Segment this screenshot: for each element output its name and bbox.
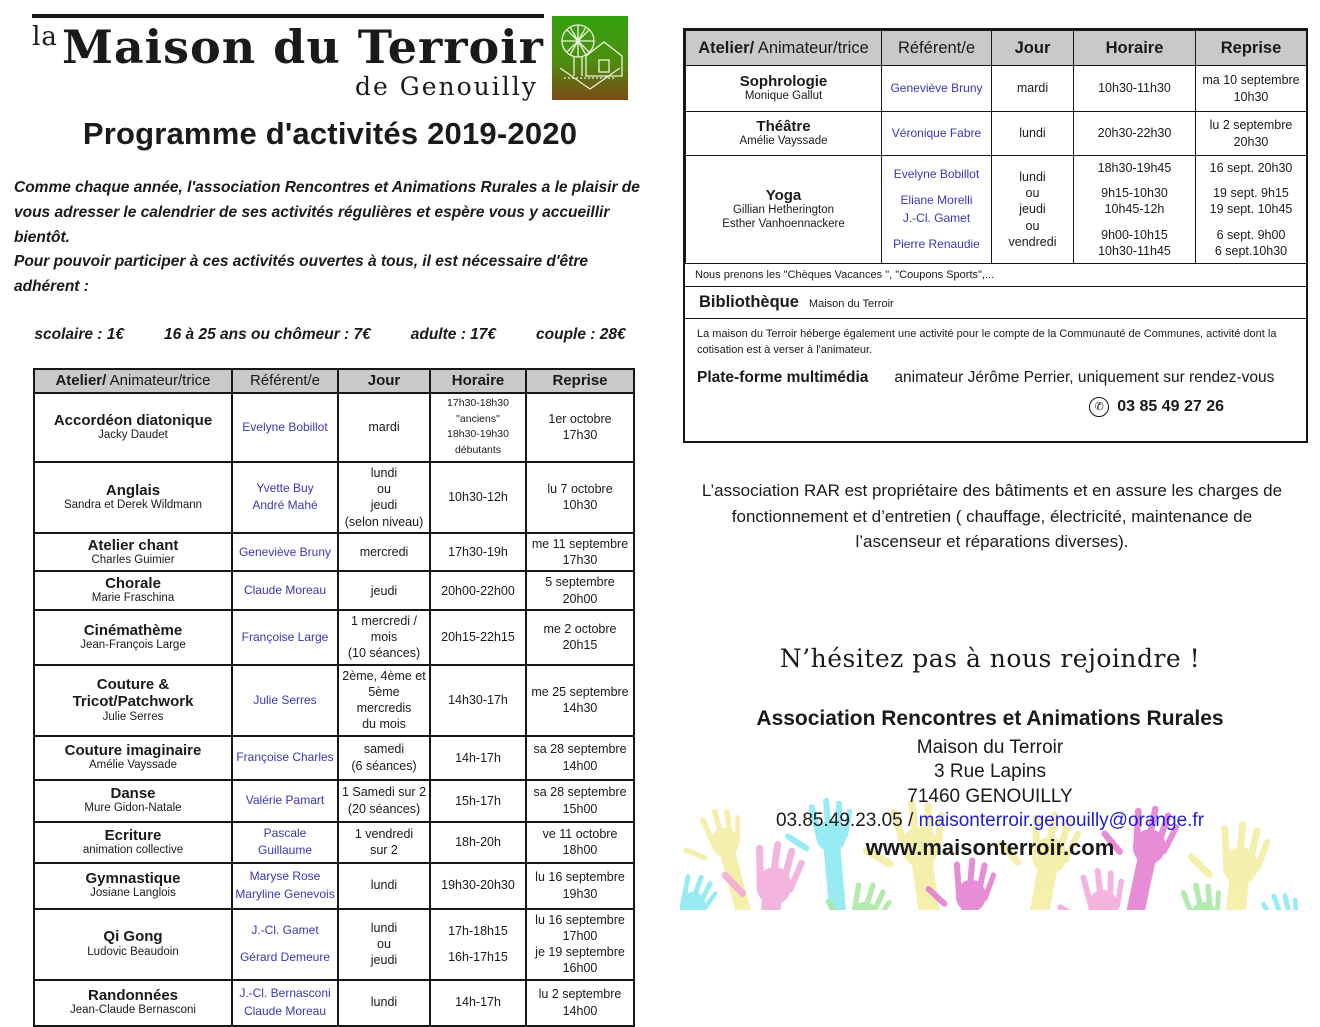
cell-reprise bbox=[526, 863, 634, 909]
cell-horaire bbox=[430, 780, 526, 822]
cell-line: lundi bbox=[341, 994, 427, 1010]
cell-horaire bbox=[430, 665, 526, 736]
cell-referent bbox=[232, 393, 338, 462]
activities-table-right bbox=[685, 30, 1307, 264]
cell-line: Couture & bbox=[37, 676, 229, 693]
cell-activity bbox=[34, 571, 232, 610]
cell-reprise bbox=[526, 610, 634, 665]
cell-reprise bbox=[526, 909, 634, 980]
cell-line: mardi bbox=[994, 80, 1071, 96]
cell-line: lundi bbox=[341, 877, 427, 893]
cell-activity bbox=[34, 665, 232, 736]
cell-horaire bbox=[1074, 66, 1196, 112]
cell-referent bbox=[232, 571, 338, 610]
cell-line: ve 11 octobre bbox=[529, 826, 631, 842]
contact-phone-email: 03.85.49.23.05 / maisonterroir.genouilly@orange.fr bbox=[660, 809, 1320, 833]
cell-line: Charles Guimier bbox=[37, 554, 229, 568]
cell-referent bbox=[882, 66, 992, 112]
left-page bbox=[0, 0, 660, 933]
cell-line: mardi bbox=[341, 419, 427, 435]
header-jour: Jour bbox=[992, 31, 1074, 66]
cell-reprise bbox=[526, 780, 634, 822]
cell-reprise bbox=[1196, 112, 1307, 156]
cell-line: mercredi bbox=[341, 544, 427, 560]
cell-line: 18h30-19h30 débutants bbox=[433, 427, 523, 459]
cell-line: Randonnées bbox=[37, 987, 229, 1004]
bibliotheque-title: Bibliothèque bbox=[699, 293, 799, 312]
cell-line: 10h30 bbox=[529, 497, 631, 513]
cell-referent bbox=[232, 822, 338, 863]
cell-line: 10h30-12h bbox=[433, 489, 523, 505]
cell-activity bbox=[34, 863, 232, 909]
cell-reprise bbox=[526, 822, 634, 863]
cell-activity bbox=[686, 66, 882, 112]
activity-row bbox=[34, 736, 634, 780]
cell-line: Pascale Guillaume bbox=[235, 825, 335, 860]
cell-line bbox=[884, 227, 989, 236]
cell-line: (10 séances) bbox=[341, 645, 427, 661]
cell-line: 10h45-12h bbox=[1076, 201, 1193, 217]
cell-horaire bbox=[1074, 112, 1196, 156]
cell-activity bbox=[34, 533, 232, 572]
cell-line: Claude Moreau bbox=[235, 582, 335, 599]
multimedia-phone-number: 03 85 49 27 26 bbox=[1117, 398, 1224, 416]
cell-line: 14h-17h bbox=[433, 994, 523, 1010]
cell-line: 20h15 bbox=[529, 637, 631, 653]
cell-line: 17h30-18h30 "anciens" bbox=[433, 396, 523, 428]
cell-line: (6 séances) bbox=[341, 758, 427, 774]
activity-row bbox=[34, 780, 634, 822]
cell-line: Pierre Renaudie bbox=[884, 236, 989, 253]
cell-line: Jean-Claude Bernasconi bbox=[37, 1004, 229, 1018]
header-atelier: Atelier/ Animateur/trice bbox=[686, 31, 882, 66]
cell-line: (selon niveau) bbox=[341, 514, 427, 530]
cell-line: Geneviève Bruny bbox=[884, 80, 989, 97]
header-reprise: Reprise bbox=[526, 369, 634, 393]
cell-line: lu 7 octobre bbox=[529, 481, 631, 497]
cell-line: lundi bbox=[994, 125, 1071, 141]
cell-line: Qi Gong bbox=[37, 928, 229, 945]
bibliotheque-row bbox=[685, 287, 1306, 319]
header-jour: Jour bbox=[338, 369, 430, 393]
activity-row bbox=[34, 462, 634, 533]
cell-line: Véronique Fabre bbox=[884, 125, 989, 142]
cell-horaire bbox=[430, 571, 526, 610]
cell-activity bbox=[34, 462, 232, 533]
cell-jour bbox=[338, 665, 430, 736]
cell-line: je 19 septembre bbox=[529, 944, 631, 960]
cell-line: 20h00 bbox=[529, 591, 631, 607]
cell-line: 19h30 bbox=[529, 886, 631, 902]
activity-row bbox=[34, 980, 634, 1026]
fee-item: 16 à 25 ans ou chômeur : 7€ bbox=[164, 326, 371, 344]
cell-reprise bbox=[526, 533, 634, 572]
cell-line: 1 Samedi sur 2 bbox=[341, 784, 427, 800]
cell-jour bbox=[338, 571, 430, 610]
cell-referent bbox=[232, 533, 338, 572]
cell-line: ou bbox=[994, 218, 1071, 234]
cell-line: jeudi bbox=[341, 497, 427, 513]
cell-line: 17h30 bbox=[529, 427, 631, 443]
hand-silhouette bbox=[1053, 865, 1139, 910]
cell-line: me 2 octobre bbox=[529, 621, 631, 637]
cell-line: 19h30-20h30 bbox=[433, 877, 523, 893]
multimedia-text: animateur Jérôme Perrier, uniquement sur rendez-vous bbox=[894, 369, 1274, 386]
bibliotheque-subtitle: Maison du Terroir bbox=[809, 298, 894, 310]
cell-line: 5 septembre bbox=[529, 574, 631, 590]
cell-jour bbox=[338, 393, 430, 462]
cell-referent bbox=[232, 780, 338, 822]
cell-line: 16 sept. 20h30 bbox=[1198, 160, 1304, 176]
cell-line: 17h-18h15 bbox=[433, 923, 523, 939]
cell-line: 14h00 bbox=[529, 1003, 631, 1019]
cell-line: 16h-17h15 bbox=[433, 949, 523, 965]
cell-activity bbox=[686, 112, 882, 156]
hosted-activity-note: La maison du Terroir héberge également une activité pour le compte de la Communauté de Communes, activité dont la cotisation est à verser à l'animateur. bbox=[697, 327, 1294, 359]
cell-activity bbox=[34, 980, 232, 1026]
join-us-heading: N’hésitez pas à nous rejoindre ! bbox=[660, 644, 1320, 673]
cell-jour bbox=[338, 909, 430, 980]
cell-line: Sophrologie bbox=[688, 73, 879, 90]
table-header-row bbox=[686, 31, 1307, 66]
cell-line: me 25 septembre bbox=[529, 684, 631, 700]
cell-line: 1 mercredi / mois bbox=[341, 613, 427, 646]
cell-line: Eliane Morelli bbox=[884, 192, 989, 209]
cell-line: Maryse Rose bbox=[235, 868, 335, 885]
cell-line: Josiane Langlois bbox=[37, 887, 229, 901]
cell-activity bbox=[34, 393, 232, 462]
cell-line: 5ème mercredis bbox=[341, 684, 427, 717]
cell-line: lu 2 septembre bbox=[529, 986, 631, 1002]
cell-referent bbox=[232, 665, 338, 736]
cell-line: 9h15-10h30 bbox=[1076, 185, 1193, 201]
cell-reprise bbox=[526, 665, 634, 736]
cell-referent bbox=[232, 610, 338, 665]
cell-line: lu 2 septembre bbox=[1198, 117, 1304, 133]
header-horaire: Horaire bbox=[1074, 31, 1196, 66]
cell-line: Sandra et Derek Wildmann bbox=[37, 499, 229, 513]
cell-line: 1er octobre bbox=[529, 411, 631, 427]
cell-line: Accordéon diatonique bbox=[37, 412, 229, 429]
cell-horaire bbox=[430, 533, 526, 572]
cell-line: 10h30 bbox=[1198, 89, 1304, 105]
cell-line: me 11 septembre bbox=[529, 536, 631, 552]
tree-house-logo-icon bbox=[552, 16, 628, 100]
cell-line: 20h30-22h30 bbox=[1076, 125, 1193, 141]
header-atelier: Atelier/ Animateur/trice bbox=[34, 369, 232, 393]
cell-line: jeudi bbox=[341, 583, 427, 599]
fee-item: scolaire : 1€ bbox=[34, 326, 124, 344]
activity-row bbox=[34, 822, 634, 863]
cell-line: 9h00-10h15 bbox=[1076, 227, 1193, 243]
cell-line: 1 vendredi bbox=[341, 826, 427, 842]
cell-line: 20h15-22h15 bbox=[433, 629, 523, 645]
cell-line: Amélie Vayssade bbox=[37, 759, 229, 773]
cell-line: Geneviève Bruny bbox=[235, 544, 335, 561]
cell-line: (20 séances) bbox=[341, 801, 427, 817]
activity-row bbox=[34, 909, 634, 980]
cell-line: Françoise Charles bbox=[235, 749, 335, 766]
multimedia-line bbox=[697, 369, 1294, 387]
cell-jour bbox=[992, 112, 1074, 156]
cell-referent bbox=[232, 462, 338, 533]
activity-row bbox=[34, 665, 634, 736]
activity-row bbox=[34, 571, 634, 610]
payment-note: Nous prenons les "Chèques Vacances ", "Coupons Sports",... bbox=[685, 264, 1306, 287]
cell-line: Marie Fraschina bbox=[37, 592, 229, 606]
cell-line: ou bbox=[994, 185, 1071, 201]
cell-line: samedi bbox=[341, 741, 427, 757]
cell-line: Tricot/Patchwork bbox=[37, 693, 229, 710]
phone-icon: ✆ bbox=[1089, 397, 1109, 417]
activities-box-right bbox=[683, 28, 1308, 443]
multimedia-title: Plate-forme multimédia bbox=[697, 369, 868, 386]
activity-row bbox=[34, 533, 634, 572]
cell-line: 20h00-22h00 bbox=[433, 583, 523, 599]
cell-line: lu 16 septembre bbox=[529, 912, 631, 928]
cell-line: 19 sept. 9h15 bbox=[1198, 185, 1304, 201]
cell-activity bbox=[34, 822, 232, 863]
cell-line: Atelier chant bbox=[37, 537, 229, 554]
cell-jour bbox=[338, 462, 430, 533]
cell-line: Claude Moreau bbox=[235, 1003, 335, 1020]
cell-line: Jacky Daudet bbox=[37, 429, 229, 443]
fee-item: adulte : 17€ bbox=[411, 326, 496, 344]
cell-line: sa 28 septembre bbox=[529, 741, 631, 757]
cell-line: Julie Serres bbox=[37, 711, 229, 725]
cell-activity bbox=[34, 610, 232, 665]
header-reprise: Reprise bbox=[1196, 31, 1307, 66]
cell-line: 18h30-19h45 bbox=[1076, 160, 1193, 176]
cell-line: Evelyne Bobillot bbox=[235, 419, 335, 436]
cell-reprise bbox=[526, 393, 634, 462]
cell-line: Gymnastique bbox=[37, 870, 229, 887]
cell-line: Ecriture bbox=[37, 827, 229, 844]
cell-line: J.-Cl. Gamet bbox=[235, 922, 335, 939]
cell-horaire bbox=[430, 980, 526, 1026]
contact-house: Maison du Terroir bbox=[660, 736, 1320, 760]
logo-subtitle: de Genouilly bbox=[32, 74, 544, 99]
cell-line: Gérard Demeure bbox=[235, 949, 335, 966]
logo bbox=[0, 14, 660, 100]
cell-line bbox=[1076, 218, 1193, 227]
cell-activity bbox=[34, 736, 232, 780]
cell-referent bbox=[232, 736, 338, 780]
cell-line: lu 16 septembre bbox=[529, 869, 631, 885]
header-horaire: Horaire bbox=[430, 369, 526, 393]
cell-line: jeudi bbox=[341, 952, 427, 968]
activity-row bbox=[34, 610, 634, 665]
cell-line: ou bbox=[341, 936, 427, 952]
cell-line: 19 sept. 10h45 bbox=[1198, 201, 1304, 217]
cell-activity bbox=[34, 780, 232, 822]
cell-line: jeudi bbox=[994, 201, 1071, 217]
cell-line: 17h00 bbox=[529, 928, 631, 944]
cell-line: 14h30 bbox=[529, 700, 631, 716]
activity-row bbox=[686, 112, 1307, 156]
cell-line: Chorale bbox=[37, 575, 229, 592]
cell-line bbox=[1198, 176, 1304, 185]
intro-line: Pour pouvoir participer à ces activités ouvertes à tous, il est nécessaire d'être adhérent : bbox=[14, 250, 646, 300]
cell-line: vendredi bbox=[994, 234, 1071, 250]
cell-line: ma 10 septembre bbox=[1198, 72, 1304, 88]
cell-line: 14h00 bbox=[529, 758, 631, 774]
intro-paragraph bbox=[14, 176, 646, 300]
header-referent: Référent/e bbox=[232, 369, 338, 393]
cell-referent bbox=[232, 863, 338, 909]
cell-line: animation collective bbox=[37, 844, 229, 858]
activities-table-left bbox=[33, 368, 635, 1027]
activity-row bbox=[34, 863, 634, 909]
intro-line: Comme chaque année, l'association Rencontres et Animations Rurales a le plaisir de bbox=[14, 176, 646, 201]
cell-line: 20h30 bbox=[1198, 134, 1304, 150]
cell-line bbox=[1076, 176, 1193, 185]
table-header-row bbox=[34, 369, 634, 393]
cell-activity bbox=[686, 156, 882, 264]
logo-text bbox=[32, 14, 544, 99]
cell-referent bbox=[882, 112, 992, 156]
cell-line: 18h00 bbox=[529, 842, 631, 858]
cell-line: Françoise Large bbox=[235, 629, 335, 646]
contact-phone: 03.85.49.23.05 bbox=[776, 810, 903, 831]
cell-line: Yvette Buy bbox=[235, 480, 335, 497]
cell-line: 14h-17h bbox=[433, 750, 523, 766]
cell-line: Mure Gidon-Natale bbox=[37, 802, 229, 816]
cell-referent bbox=[232, 909, 338, 980]
cell-line bbox=[1198, 218, 1304, 227]
cell-line: Esther Vanhoennackere bbox=[688, 218, 879, 232]
cell-line: 10h30-11h45 bbox=[1076, 243, 1193, 259]
cell-jour bbox=[338, 610, 430, 665]
cell-jour bbox=[992, 66, 1074, 112]
activity-row bbox=[686, 66, 1307, 112]
cell-reprise bbox=[526, 571, 634, 610]
cell-jour bbox=[338, 980, 430, 1026]
cell-jour bbox=[992, 156, 1074, 264]
cell-activity bbox=[34, 909, 232, 980]
cell-reprise bbox=[526, 462, 634, 533]
activity-row bbox=[34, 393, 634, 462]
fee-item: couple : 28€ bbox=[536, 326, 626, 344]
cell-line: Maryline Genevois bbox=[235, 886, 335, 903]
cell-horaire bbox=[430, 736, 526, 780]
cell-horaire bbox=[430, 822, 526, 863]
cell-line: 15h00 bbox=[529, 801, 631, 817]
cell-line: 6 sept.10h30 bbox=[1198, 243, 1304, 259]
contact-website: www.maisonterroir.com bbox=[660, 834, 1320, 862]
cell-jour bbox=[338, 736, 430, 780]
cell-line: Ludovic Beaudoin bbox=[37, 946, 229, 960]
cell-line: 14h30-17h bbox=[433, 692, 523, 708]
rar-ownership-paragraph: L’association RAR est propriétaire des bâtiments et en assure les charges de fonctionnement et d’entretien ( chauffage, électricité, maintenance de l’ascenseur et réparations diverses). bbox=[698, 478, 1286, 555]
activity-row bbox=[686, 156, 1307, 264]
cell-line: du mois bbox=[341, 716, 427, 732]
membership-fees bbox=[0, 326, 660, 344]
multimedia-section bbox=[685, 319, 1306, 417]
cell-line bbox=[433, 940, 523, 949]
cell-line: Gillian Hetherington bbox=[688, 204, 879, 218]
cell-line: ou bbox=[341, 481, 427, 497]
cell-horaire bbox=[430, 909, 526, 980]
cell-horaire bbox=[1074, 156, 1196, 264]
cell-horaire bbox=[430, 393, 526, 462]
logo-title: $^{la}$Maison du Terroir bbox=[32, 14, 544, 70]
association-name: Association Rencontres et Animations Rurales bbox=[660, 706, 1320, 733]
cell-line: sur 2 bbox=[341, 842, 427, 858]
cell-referent bbox=[882, 156, 992, 264]
contact-block bbox=[660, 706, 1320, 862]
cell-horaire bbox=[430, 462, 526, 533]
contact-email-link[interactable]: maisonterroir.genouilly@orange.fr bbox=[919, 810, 1204, 831]
intro-line: vous adresser le calendrier de ses activités régulières et espère vous y accueillir bientôt. bbox=[14, 201, 646, 251]
cell-jour bbox=[338, 863, 430, 909]
cell-line: 17h30-19h bbox=[433, 544, 523, 560]
cell-line: Danse bbox=[37, 785, 229, 802]
cell-line: Jean-François Large bbox=[37, 639, 229, 653]
cell-line: Monique Gallut bbox=[688, 90, 879, 104]
header-referent: Référent/e bbox=[882, 31, 992, 66]
cell-line: 16h00 bbox=[529, 960, 631, 976]
cell-referent bbox=[232, 980, 338, 1026]
cell-jour bbox=[338, 822, 430, 863]
cell-line: Amélie Vayssade bbox=[688, 135, 879, 149]
cell-jour bbox=[338, 533, 430, 572]
contact-city: 71460 GENOUILLY bbox=[660, 785, 1320, 809]
page-title: Programme d'activités 2019-2020 bbox=[0, 116, 660, 152]
cell-line: 18h-20h bbox=[433, 834, 523, 850]
cell-line bbox=[884, 183, 989, 192]
cell-reprise bbox=[526, 736, 634, 780]
cell-line: sa 28 septembre bbox=[529, 784, 631, 800]
cell-line: Couture imaginaire bbox=[37, 742, 229, 759]
cell-jour bbox=[338, 780, 430, 822]
cell-line: André Mahé bbox=[235, 497, 335, 514]
cell-line: 10h30-11h30 bbox=[1076, 80, 1193, 96]
cell-line: 17h30 bbox=[529, 552, 631, 568]
cell-line: Théâtre bbox=[688, 118, 879, 135]
cell-horaire bbox=[430, 863, 526, 909]
cell-line: J.-Cl. Gamet bbox=[884, 210, 989, 227]
cell-line: 6 sept. 9h00 bbox=[1198, 227, 1304, 243]
cell-line: 15h-17h bbox=[433, 793, 523, 809]
cell-reprise bbox=[526, 980, 634, 1026]
cell-line: Anglais bbox=[37, 482, 229, 499]
right-page bbox=[660, 0, 1320, 933]
logo-prefix: la bbox=[32, 22, 58, 52]
cell-line bbox=[235, 940, 335, 949]
cell-line: lundi bbox=[341, 465, 427, 481]
cell-reprise bbox=[1196, 66, 1307, 112]
cell-line: Valérie Pamart bbox=[235, 792, 335, 809]
cell-horaire bbox=[430, 610, 526, 665]
cell-line: 2ème, 4ème et bbox=[341, 668, 427, 684]
cell-line: Evelyne Bobillot bbox=[884, 166, 989, 183]
cell-line: Cinémathème bbox=[37, 622, 229, 639]
hand-silhouette bbox=[680, 862, 722, 910]
cell-line: lundi bbox=[341, 920, 427, 936]
contact-street: 3 Rue Lapins bbox=[660, 760, 1320, 784]
cell-line: J.-Cl. Bernasconi bbox=[235, 985, 335, 1002]
multimedia-phone-line bbox=[697, 397, 1294, 417]
cell-line: Yoga bbox=[688, 187, 879, 204]
cell-line: lundi bbox=[994, 169, 1071, 185]
cell-line: Julie Serres bbox=[235, 692, 335, 709]
cell-reprise bbox=[1196, 156, 1307, 264]
